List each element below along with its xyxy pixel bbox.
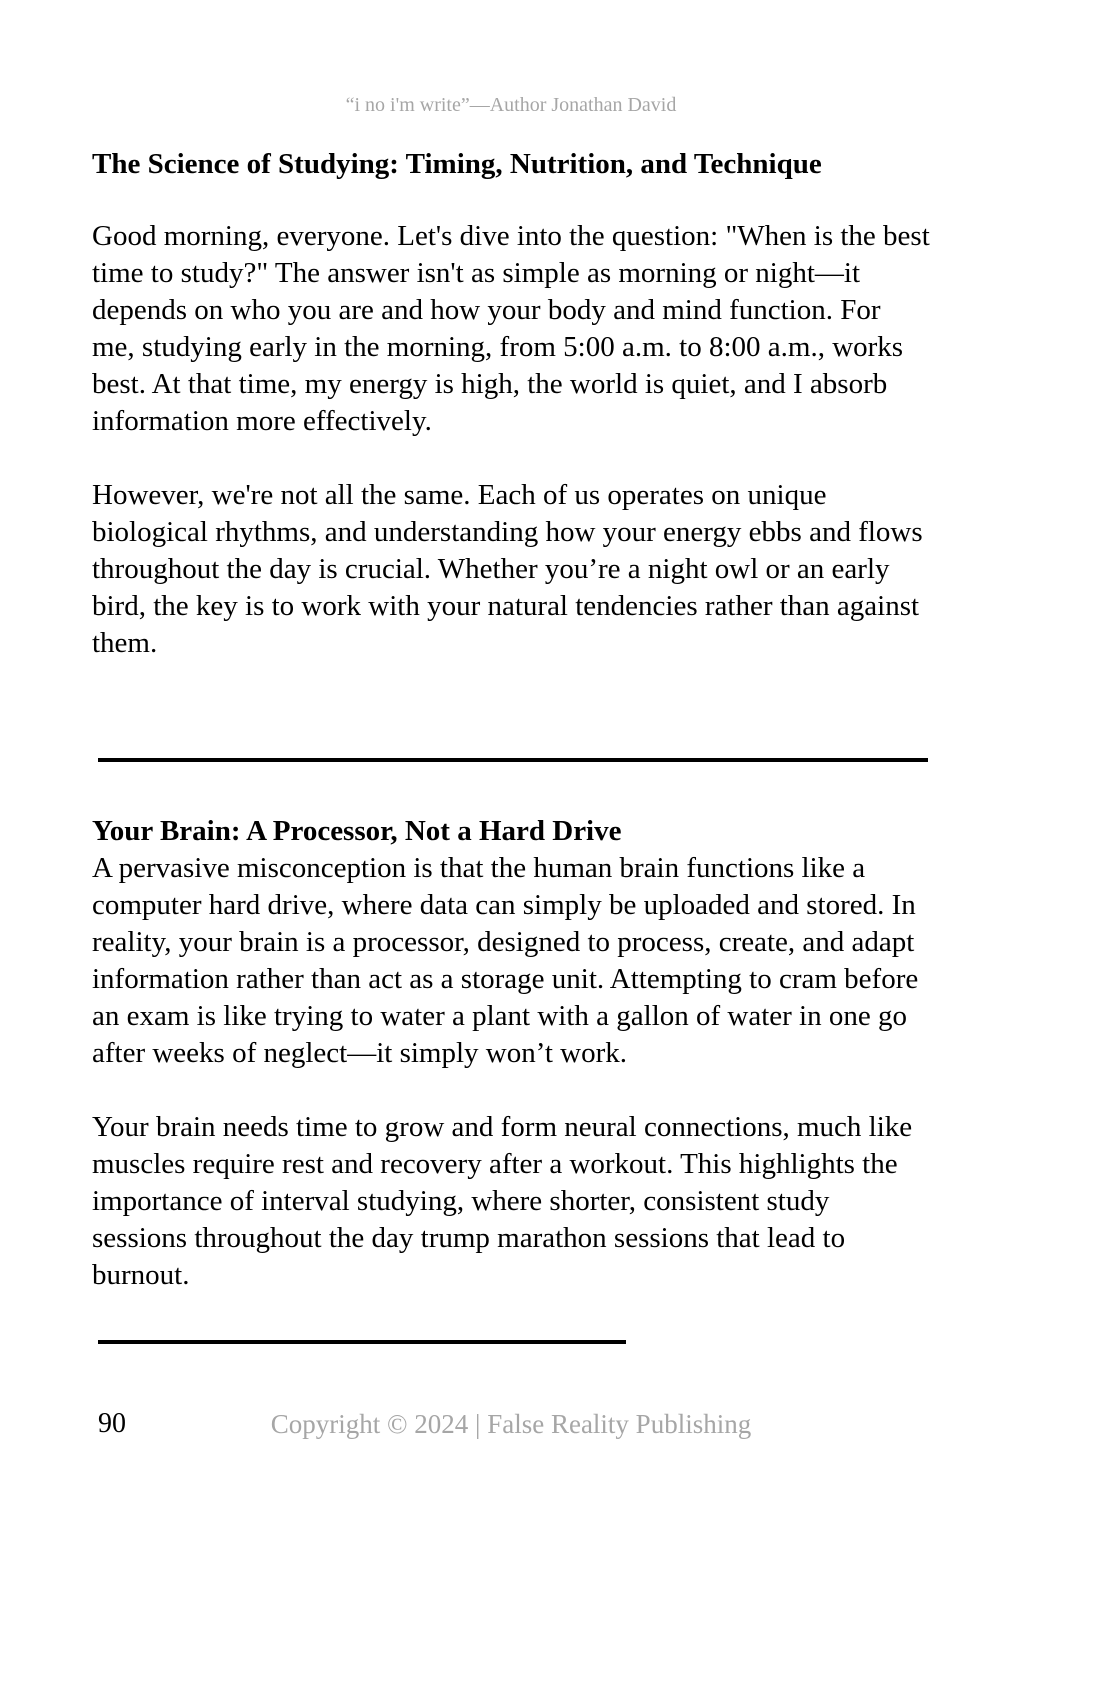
paragraph-section-2: Your brain needs time to grow and form neural connections, much like muscles require rest and recovery after a workout. This highlights the importance of interval studying, where shorter, consistent study sessions throughout the day trump marathon sessions that lead to burnout.: [92, 1111, 913, 1291]
paragraph-section-1: A pervasive misconception is that the human brain functions like a computer hard drive, where data can simply be uploaded and stored. In reality, your brain is a processor, designed to process, create, and adapt information rather than act as a storage unit. Attempting to cram before an exam is like trying to water a plant with a gallon of water in one go after weeks of neglect—it simply won’t work.: [92, 852, 919, 1069]
section-heading: Your Brain: A Processor, Not a Hard Drive: [92, 815, 622, 847]
copyright-notice: Copyright © 2024 | False Reality Publishing: [270, 1409, 752, 1439]
page-header: [92, 93, 930, 117]
page-number: 90: [98, 1408, 126, 1439]
page-title: The Science of Studying: Timing, Nutrition, and Technique: [92, 148, 822, 180]
paragraph-intro-1: Good morning, everyone. Let's dive into the question: "When is the best time to study?" The answer isn't as simple as morning or night—it depends on who you are and how your body and mind function. For me, studying early in the morning, from 5:00 a.m. to 8:00 a.m., works best. At that time, my energy is high, the world is quiet, and I absorb information more effectively.: [92, 220, 930, 437]
paragraph-intro-2: However, we're not all the same. Each of us operates on unique biological rhythms, and understanding how your energy ebbs and flows throughout the day is crucial. Whether you’re a night owl or an early bird, the key is to work with your natural tendencies rather than against them.: [92, 479, 923, 659]
page-footer: [92, 1404, 930, 1444]
section-divider-short: [98, 1340, 626, 1344]
header-quote: “i no i'm write”—Author Jonathan David: [345, 94, 677, 116]
section-divider-long: [98, 758, 928, 762]
